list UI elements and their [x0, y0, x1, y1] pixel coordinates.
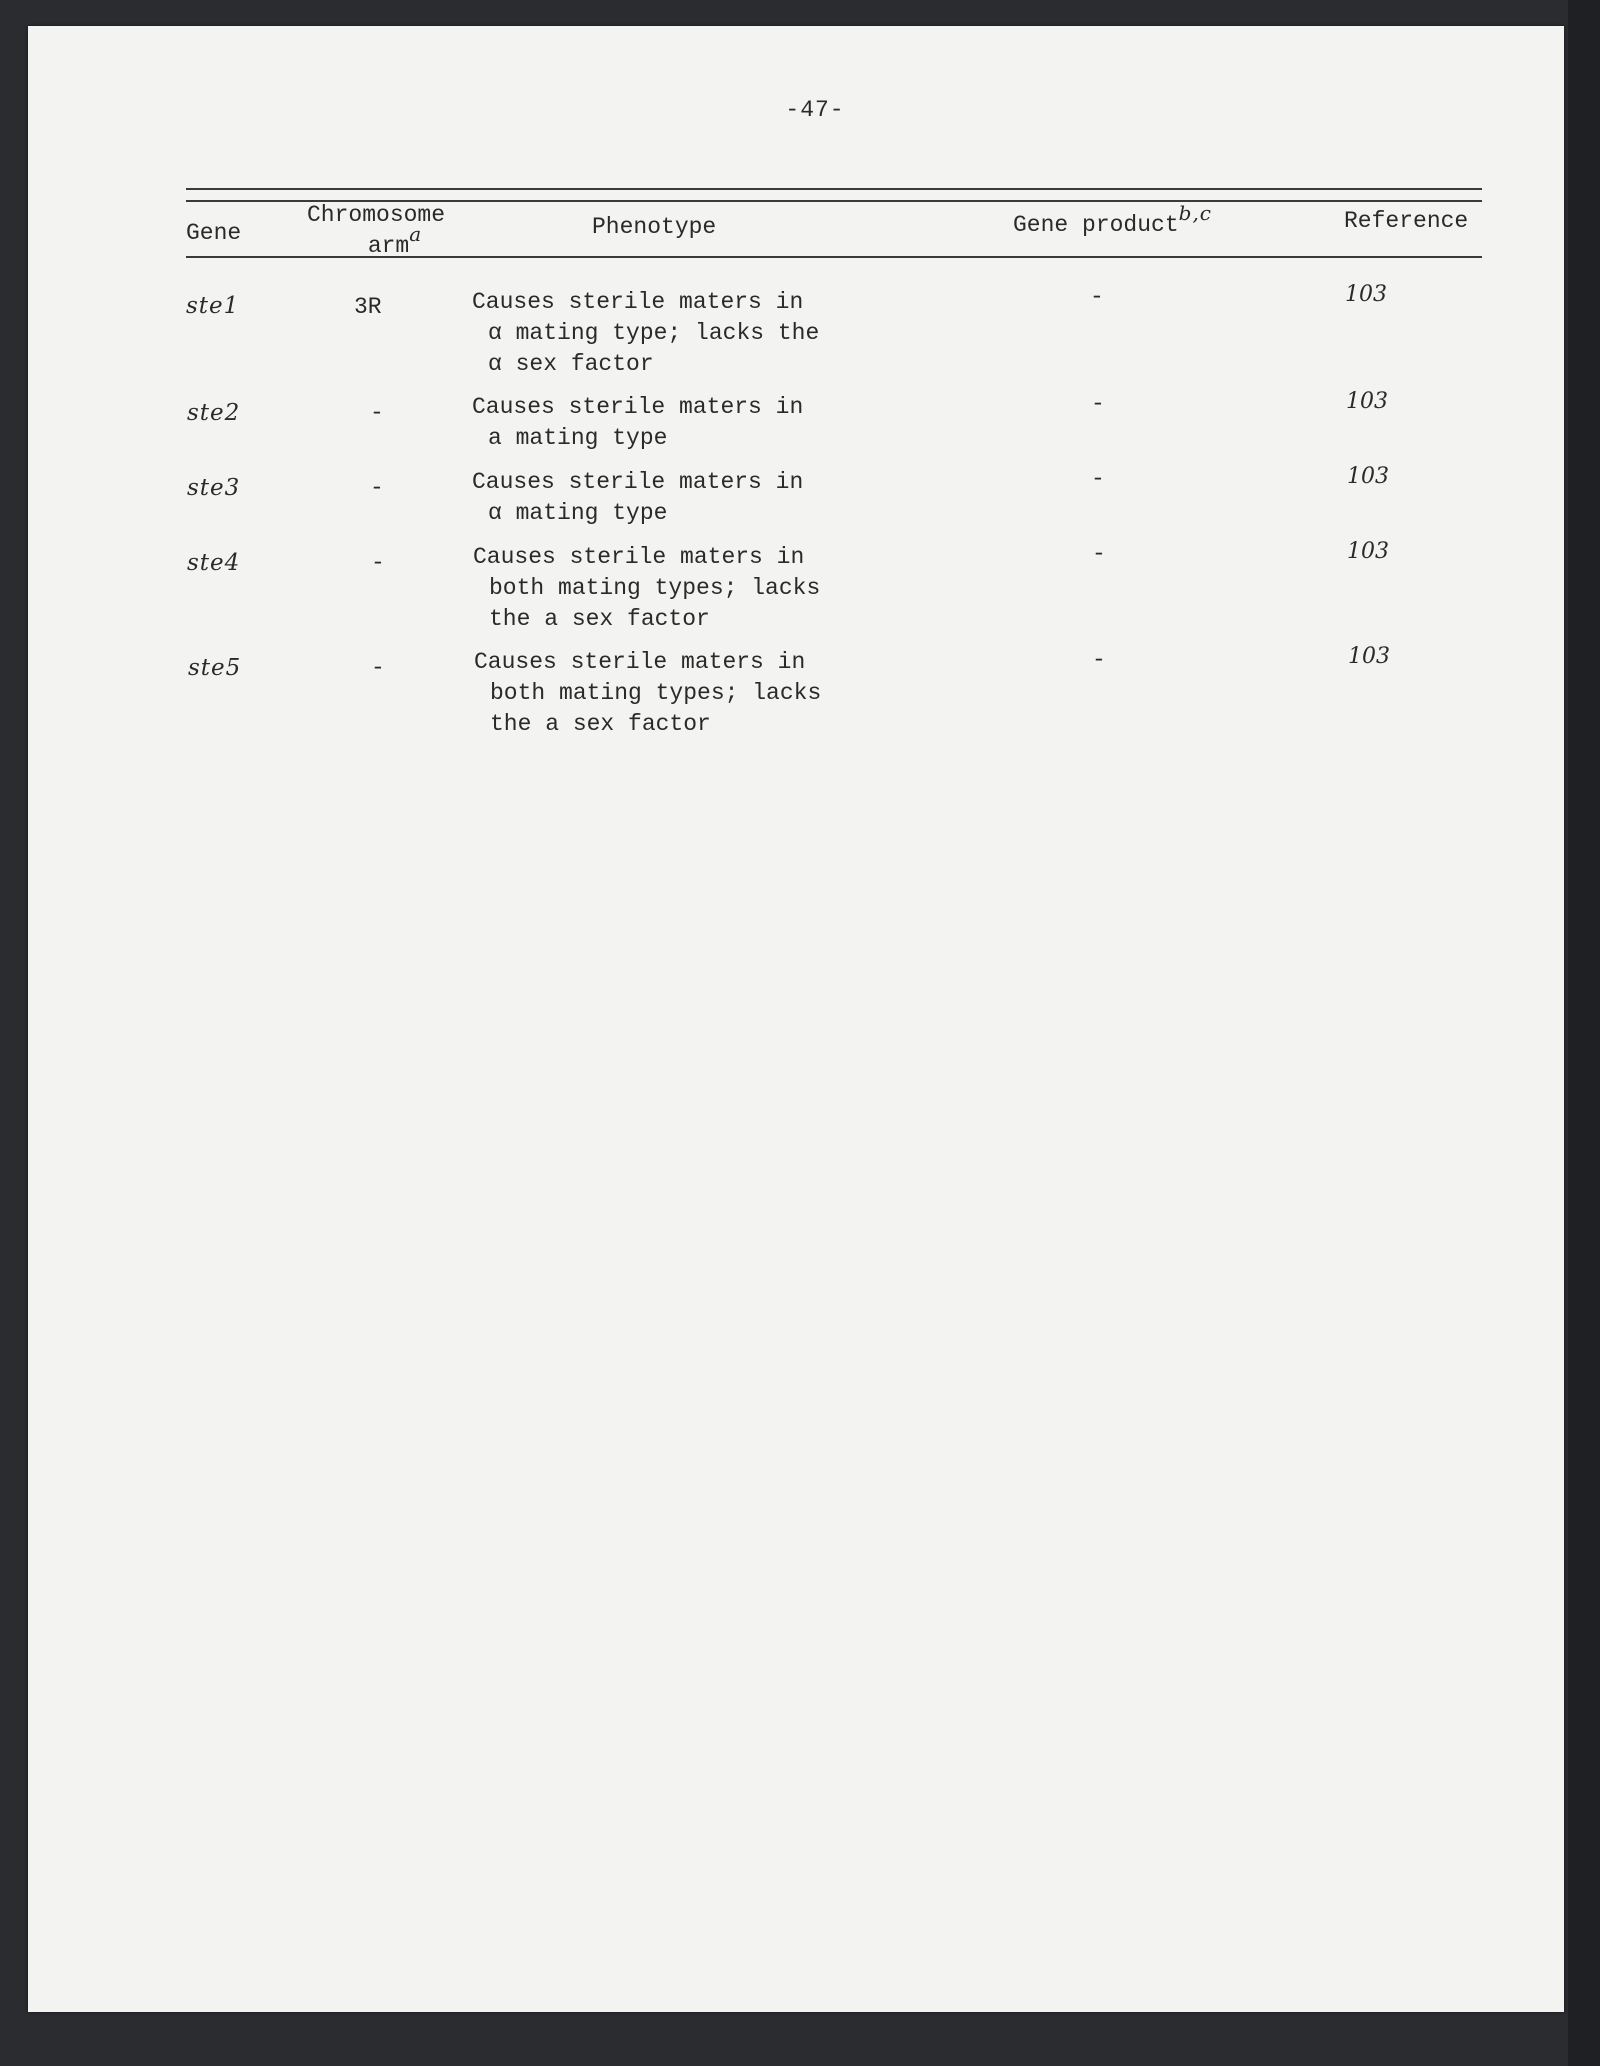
phenotype-line: both mating types; lacks — [489, 575, 821, 601]
header-gene: Gene — [186, 220, 242, 246]
header-chromosome-line1: Chromosome — [307, 202, 446, 228]
gene-cell: ste4 — [187, 550, 241, 576]
phenotype-line: Causes sterile maters in — [474, 649, 806, 675]
phenotype-line: the a sex factor — [490, 711, 711, 737]
phenotype-line: Causes sterile maters in — [472, 469, 804, 495]
chromosome-cell: - — [370, 400, 384, 426]
gene-product-cell: - — [1092, 647, 1106, 673]
reference-cell: 103 — [1347, 464, 1389, 489]
header-gene-product-label: Gene product — [1013, 212, 1179, 238]
gene-product-cell: - — [1091, 466, 1105, 492]
gene-cell: ste2 — [187, 400, 241, 426]
phenotype-cell — [472, 287, 819, 380]
header-chromosome-line2: arm — [367, 233, 410, 259]
gene-cell: ste3 — [187, 475, 241, 501]
header-chromosome — [307, 200, 445, 261]
table-top-rule — [186, 188, 1482, 190]
header-gene-product — [1013, 201, 1213, 240]
phenotype-cell — [474, 647, 821, 740]
chromosome-cell: 3R — [354, 294, 382, 320]
page-number: -47- — [785, 97, 845, 123]
scanner-background-edge — [1568, 0, 1600, 2066]
phenotype-line: Causes sterile maters in — [472, 289, 804, 315]
phenotype-line: α mating type — [488, 500, 668, 526]
header-phenotype: Phenotype — [592, 214, 717, 240]
phenotype-line: the a sex factor — [489, 606, 710, 632]
phenotype-cell — [472, 392, 803, 454]
phenotype-line: both mating types; lacks — [490, 680, 822, 706]
header-bottom-rule — [186, 256, 1482, 258]
reference-cell: 103 — [1348, 644, 1390, 669]
phenotype-line: α mating type; lacks the — [488, 320, 820, 346]
phenotype-line: a mating type — [488, 425, 668, 451]
header-chromosome-footnote: a — [409, 222, 423, 246]
phenotype-cell — [472, 467, 803, 529]
phenotype-line: Causes sterile maters in — [473, 544, 805, 570]
phenotype-line: Causes sterile maters in — [472, 394, 804, 420]
phenotype-line: α sex factor — [488, 351, 654, 377]
reference-cell: 103 — [1345, 282, 1387, 307]
reference-cell: 103 — [1346, 389, 1388, 414]
chromosome-cell: - — [370, 475, 384, 501]
phenotype-cell — [473, 542, 820, 635]
gene-cell: ste5 — [188, 655, 242, 681]
reference-cell: 103 — [1347, 539, 1389, 564]
header-reference: Reference — [1344, 208, 1469, 234]
chromosome-cell: - — [371, 655, 385, 681]
header-gene-product-footnote: b,c — [1178, 201, 1213, 225]
chromosome-cell: - — [371, 550, 385, 576]
gene-product-cell: - — [1092, 541, 1106, 567]
gene-cell: ste1 — [186, 293, 240, 319]
gene-product-cell: - — [1091, 391, 1105, 417]
gene-product-cell: - — [1090, 284, 1104, 310]
